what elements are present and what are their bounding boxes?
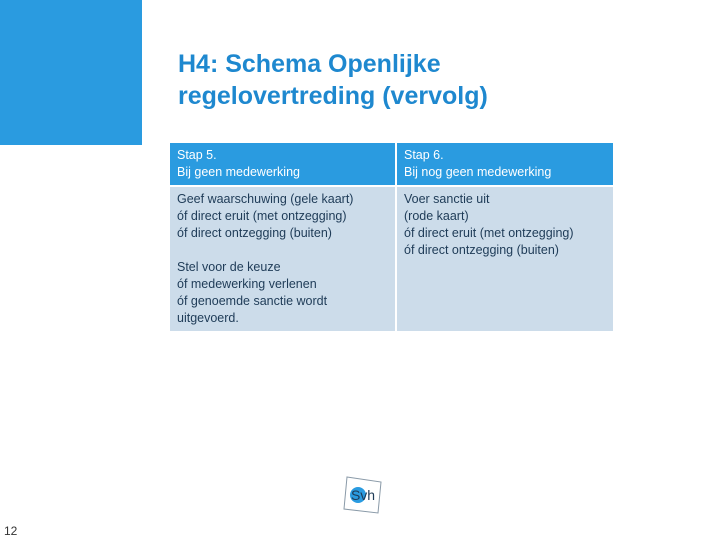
step-6-line: óf direct ontzegging (buiten) — [404, 243, 559, 257]
header-cell-step-6 — [396, 143, 613, 186]
table-header-row — [170, 143, 613, 186]
step-5-choice-line: óf genoemde sanctie wordt — [177, 294, 328, 308]
header-step-6-label: Stap 6. — [404, 148, 444, 162]
step-6-line: Voer sanctie uit — [404, 192, 490, 206]
step-5-choice-line: óf medewerking verlenen — [177, 277, 317, 291]
step-6-line: óf direct eruit (met ontzegging) — [404, 226, 574, 240]
step-5-line: óf direct eruit (met ontzegging) — [177, 209, 347, 223]
step-6-line: (rode kaart) — [404, 209, 469, 223]
header-step-5-label: Stap 5. — [177, 148, 217, 162]
step-5-line: Geef waarschuwing (gele kaart) — [177, 192, 354, 206]
body-cell-step-5 — [170, 186, 396, 331]
schema-table — [170, 143, 613, 331]
paragraph-spacer — [177, 242, 388, 259]
body-cell-step-6 — [396, 186, 613, 331]
header-cell-step-5 — [170, 143, 396, 186]
svh-logo — [341, 474, 385, 516]
step-5-choice-line: Stel voor de keuze — [177, 260, 281, 274]
step-5-line: óf direct ontzegging (buiten) — [177, 226, 332, 240]
header-step-6-desc: Bij nog geen medewerking — [404, 165, 552, 179]
logo-text: Svh — [350, 487, 376, 503]
accent-block — [0, 0, 142, 145]
page-number: 12 — [4, 524, 18, 538]
slide-title-line-2: regelovertreding (vervolg) — [178, 82, 488, 110]
table-body-row — [170, 186, 613, 331]
slide-title-line-1: H4: Schema Openlijke — [178, 50, 441, 78]
step-5-choice-line: uitgevoerd. — [177, 311, 239, 325]
slide-title — [178, 48, 658, 112]
header-step-5-desc: Bij geen medewerking — [177, 165, 300, 179]
